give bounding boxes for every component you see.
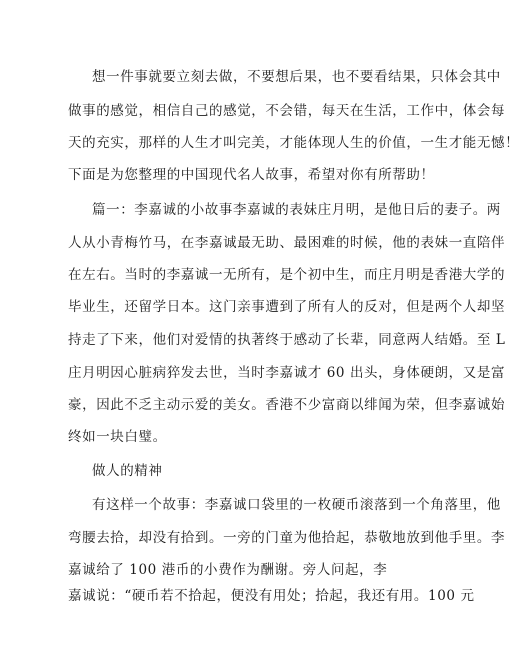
paragraph-4-line-3: 嘉诚给了 100 港币的小费作为酬谢。旁人问起，李 [68,562,388,578]
paragraph-4-line-1: 有这样一个故事：李嘉诚口袋里的一枚硬币滚落到一个角落里，他 [92,497,501,513]
paragraph-3-line-4: 毕业生，还留学日本。这门亲事遭到了所有人的反对，但是两个人却坚 [68,299,506,315]
paragraph-1-line-2: 做事的感觉，相信自己的感觉，不会错，每天在生活，工作中，体会每 [68,103,506,119]
paragraph-3-line-5: 持走了下来，他们对爱情的执著终于感动了长辈，同意两人结婚。至 L [68,332,506,348]
paragraph-4-line-2: 弯腰去拾，却没有拾到。一旁的门童为他拾起，恭敬地放到他手里。李 [68,530,506,546]
paragraph-3-line-6: 庄月明因心脏病猝发去世，当时李嘉诚才 60 出头，身体硬朗，又是富 [68,365,506,381]
paragraph-3-line-8: 终如一块白璧。 [68,429,167,445]
paragraph-3-line-2: 人从小青梅竹马，在李嘉诚最无助、最困难的时候，他的表妹一直陪伴 [68,235,506,251]
section-heading: 做人的精神 [92,463,163,479]
paragraph-1-line-1: 想一件事就要立刻去做，不要想后果，也不要看结果，只体会其中 [92,69,501,85]
paragraph-3-line-3: 在左右。当时的李嘉诚一无所有，是个初中生，而庄月明是香港大学的 [68,267,506,283]
paragraph-1-line-3: 天的充实，那样的人生才叫完美，才能体现人生的价值，一生才能无憾！ [68,135,519,151]
paragraph-4-line-4: 嘉诚说：“硬币若不拾起，便没有用处；拾起，我还有用。100 元 [68,588,475,604]
paragraph-3-line-7: 豪，因此不乏主动示爱的美女。香港不少富商以绯闻为荣，但李嘉诚始 [68,397,506,413]
paragraph-2-line-1: 下面是为您整理的中国现代名人故事，希望对你有所帮助！ [68,167,435,183]
paragraph-3-line-1: 篇一：李嘉诚的小故事李嘉诚的表妹庄月明，是他日后的妻子。两 [92,202,501,218]
